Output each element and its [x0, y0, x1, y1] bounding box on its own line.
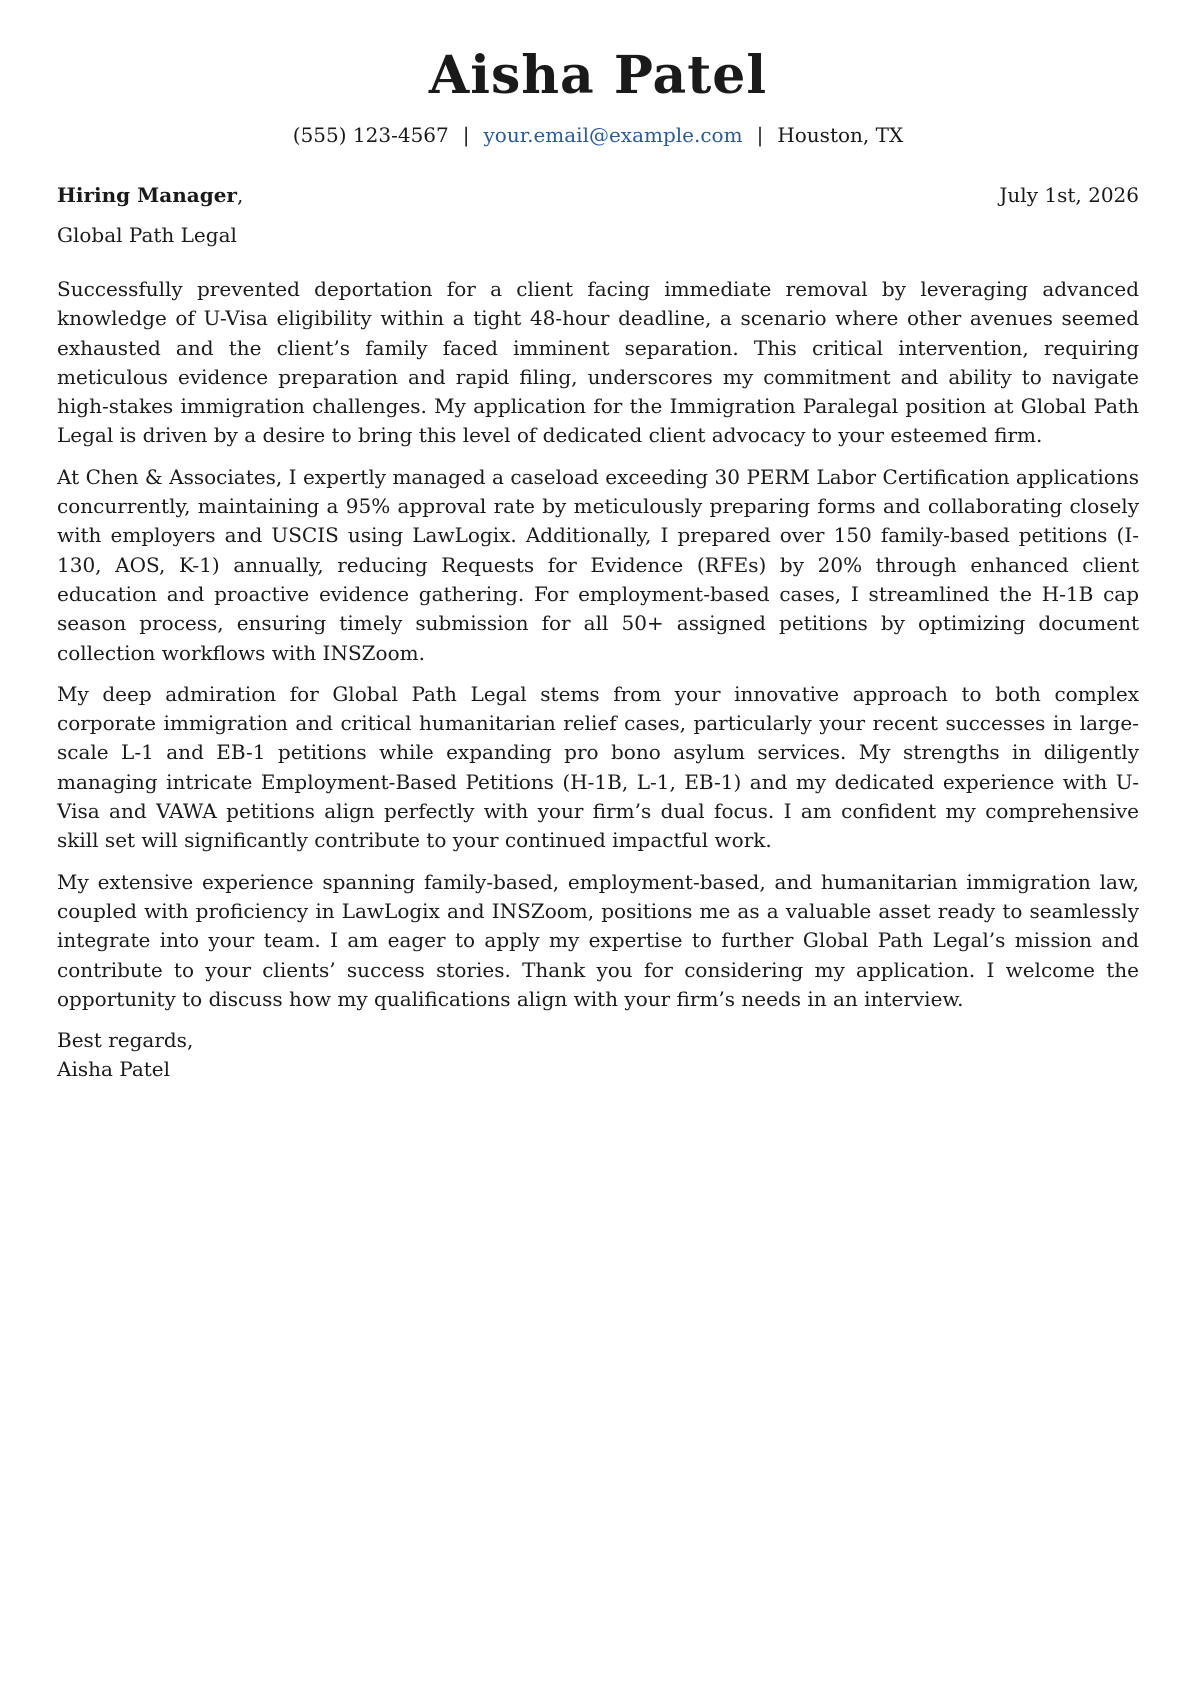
applicant-name: Aisha Patel — [428, 45, 768, 106]
contact-line — [57, 122, 1139, 148]
contact-separator: | — [462, 123, 470, 147]
phone-number: (555) 123-4567 — [292, 123, 449, 147]
body-paragraph: My extensive experience spanning family-based, employment-based, and humanitarian immigration law, coupled with proficiency in LawLogix and INSZoom, positions me as a valuable asset ready to seamlessly integrate into your team. I am eager to apply my expertise to further Global Path Legal’s mission and contribute to your clients’ success stories. Thank you for considering my application. I welcome the opportunity to discuss how my qualifications align with your firm’s needs in an interview. — [57, 869, 1139, 1011]
recipient-line — [57, 182, 243, 208]
body-paragraph: Successfully prevented deportation for a client facing immediate removal by leveraging advanced knowledge of U-Visa eligibility within a tight 48-hour deadline, a scenario where other avenues seemed exhausted and the client’s family faced imminent separation. This critical intervention, requiring meticulous evidence preparation and rapid filing, underscores my commitment and ability to navigate high-stakes immigration challenges. My application for the Immigration Paralegal position at Global Path Legal is driven by a desire to bring this level of dedicated client advocacy to your esteemed firm. — [57, 277, 1139, 448]
cover-letter-page — [57, 0, 1139, 1683]
location: Houston, TX — [777, 123, 904, 147]
closing-signature: Aisha Patel — [57, 1057, 171, 1082]
recipient-suffix: , — [236, 183, 244, 207]
letter-date: July 1st, 2026 — [999, 183, 1139, 207]
letter-closing — [57, 1026, 1139, 1084]
contact-separator: | — [756, 123, 764, 147]
letter-header — [57, 0, 1139, 148]
recipient-date-row — [57, 182, 1139, 208]
body-paragraph: My deep admiration for Global Path Legal stems from your innovative approach to both complex corporate immigration and critical humanitarian relief cases, particularly your recent successes in large-scale L-1 and EB-1 petitions while expanding pro bono asylum services. My strengths in diligently managing intricate Employment-Based Petitions (H-1B, L-1, EB-1) and my dedicated experience with U-Visa and VAWA petitions align perfectly with your firm’s dual focus. I am confident my comprehensive skill set will significantly contribute to your continued impactful work. — [57, 681, 1139, 853]
recipient-company: Global Path Legal — [57, 223, 237, 247]
email-link[interactable]: your.email@example.com — [483, 123, 743, 147]
letter-body — [57, 275, 1139, 1014]
body-paragraph: At Chen & Associates, I expertly managed a caseload exceeding 30 PERM Labor Certification applications concurrently, maintaining a 95% approval rate by meticulously preparing forms and collaborating closely with employers and USCIS using LawLogix. Additionally, I prepared over 150 family-based petitions (I-130, AOS, K-1) annually, reducing Requests for Evidence (RFEs) by 20% through enhanced client education and proactive evidence gathering. For employment-based cases, I streamlined the H-1B cap season process, ensuring timely submission for all 50+ assigned petitions by optimizing document collection workflows with INSZoom. — [57, 464, 1139, 665]
recipient-name: Hiring Manager — [57, 183, 237, 207]
closing-salutation: Best regards, — [57, 1028, 194, 1053]
